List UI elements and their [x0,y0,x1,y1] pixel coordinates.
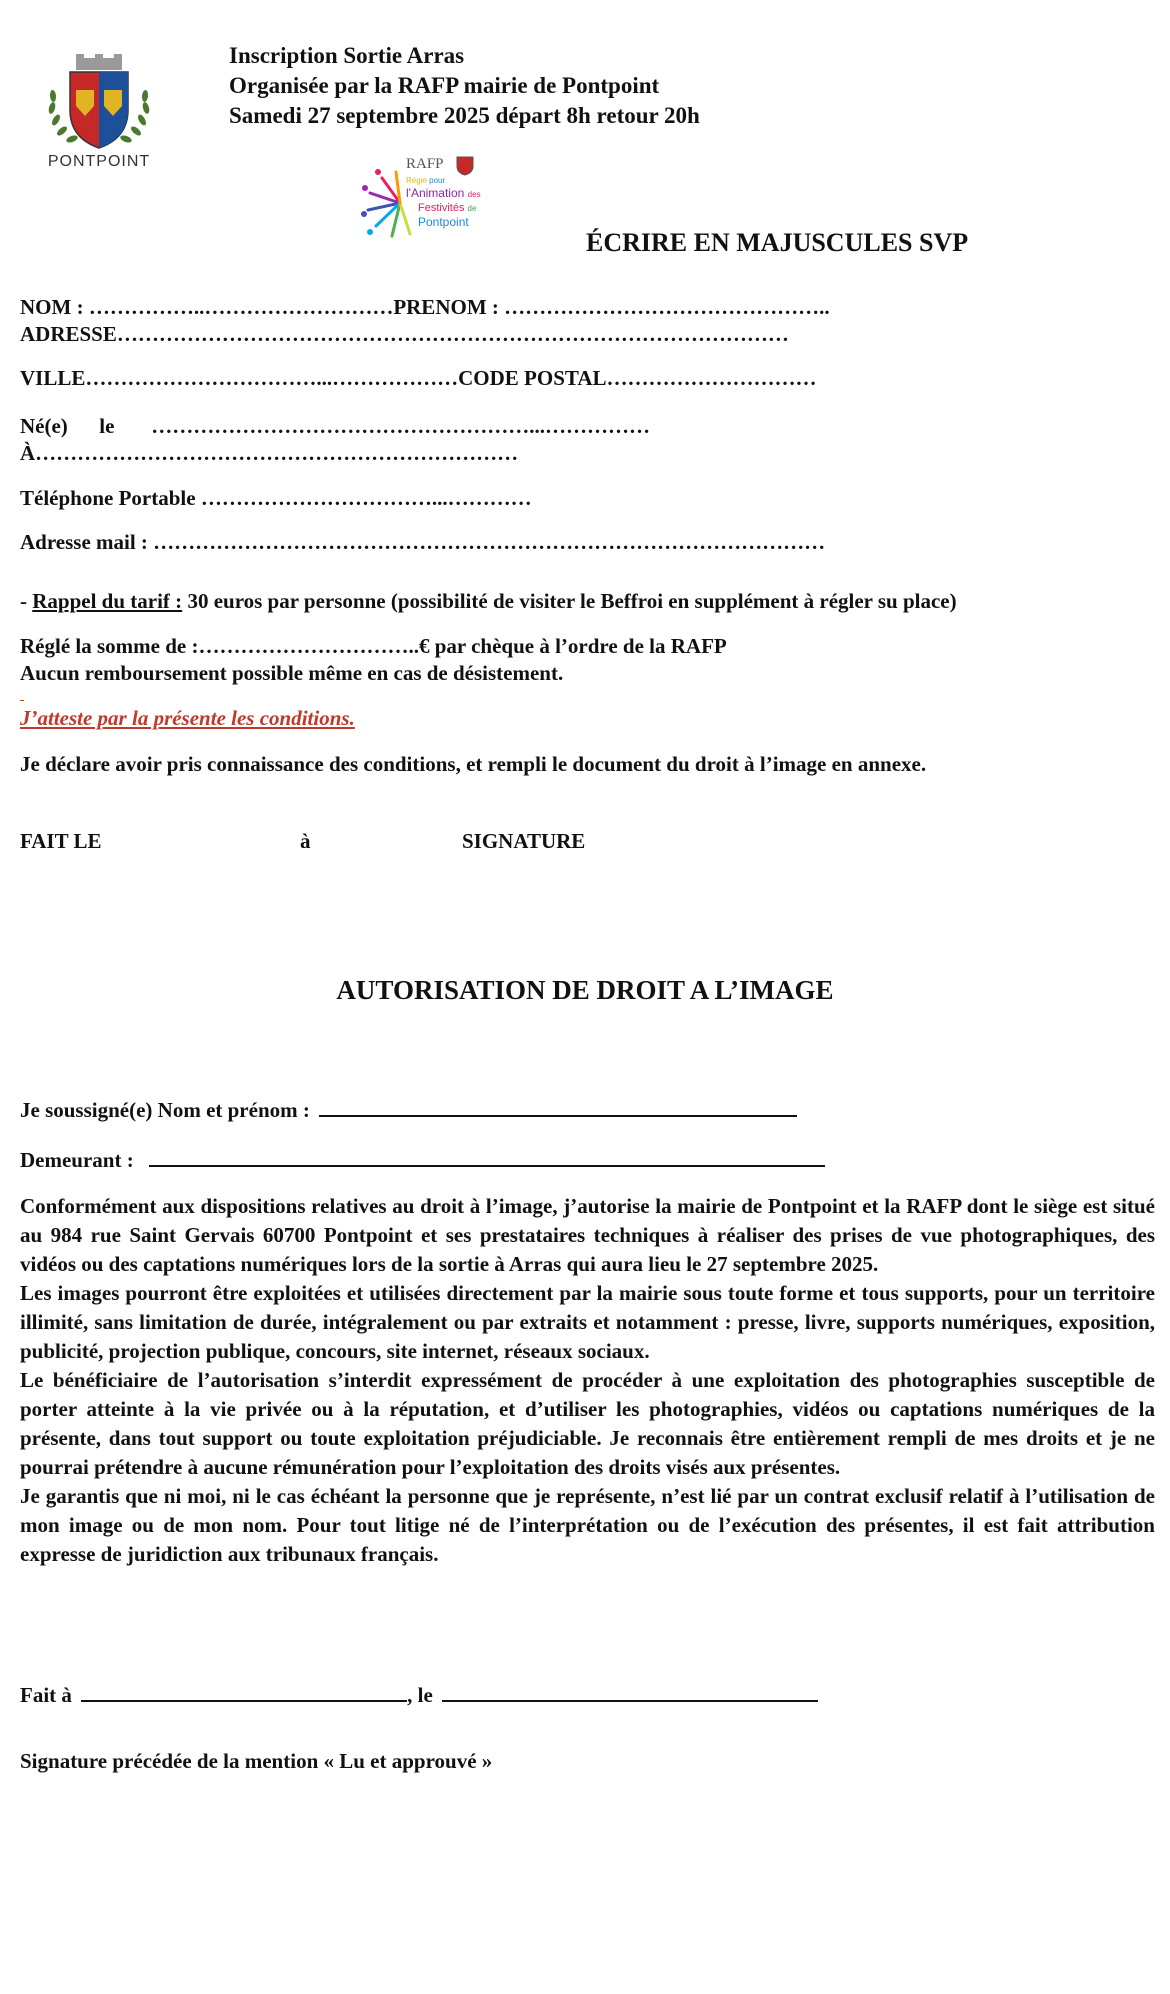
rafp-word-des: des [467,190,481,199]
rafp-word-pontpoint: Pontpoint [418,215,469,229]
rafp-word-festivites: Festivités [418,202,465,214]
soussigne-row [20,1093,797,1125]
fait-le-label: FAIT LE [20,829,102,853]
tarif-label: Rappel du tarif : [32,589,183,613]
signature-label: SIGNATURE [462,829,586,853]
adresse-field[interactable]: ADRESSE…………………………………………………………………………………… [20,322,789,346]
soussigne-label: Je soussigné(e) Nom et prénom : [20,1098,310,1122]
header-title: Inscription Sortie Arras [229,43,465,68]
paragraph-usage: Les images pourront être exploitées et utilisées directement par la mairie sous toute forme et tous supports, pour un territoire illimité, sans limitation de durée, intégralement ou par extraits et notamment : presse, livre, supports numériques, exposition, publicité, projection publique, concours, site internet, réseaux sociaux. [20,1281,1155,1363]
nom-prenom-field[interactable]: NOM : ……………..………………………PRENOM : ……………………………………….. [20,295,830,319]
demeurant-input-line[interactable] [149,1143,825,1167]
birth-date-field[interactable]: Né(e) le ………………………………………………...…………… [20,414,650,438]
logo-pontpoint-label: PONTPOINT [47,153,151,170]
le-input-line[interactable] [442,1678,818,1702]
fait-a-label: Fait à [20,1683,72,1707]
header-organizer: Organisée par la RAFP mairie de Pontpoint [229,73,660,98]
instruction-heading: ÉCRIRE EN MAJUSCULES SVP [586,228,969,257]
fait-a-row [20,1678,818,1710]
tarif-prefix: - [20,589,33,613]
rafp-word-regie: Régie [406,176,427,185]
rafp-word-pour: pour [429,176,446,185]
autorisation-title: AUTORISATION DE DROIT A L’IMAGE [336,975,834,1005]
rafp-word-de: de [467,204,477,213]
tarif-text: 30 euros par personne (possibilité de visiter le Beffroi en supplément à régler su place) [182,589,957,613]
email-field[interactable]: Adresse mail : …………………………………………………………………………………… [20,530,826,554]
paragraph-restrictions: Le bénéficiaire de l’autorisation s’interdit expressément de procéder à une exploitation des photographies susceptible de porter atteinte à la vie privée ou à la réputation, et d’utiliser les photographies, vidéos ou captations numériques de la présente, dans tout support ou toute exploitation préjudiciable. Je reconnais être entièrement rempli de mes droits et je ne pourrai prétendre à aucune rémunération pour l’exploitation des droits visés aux présentes. [20,1368,1155,1479]
attestation-statement: J’atteste par la présente les conditions. [20,706,355,730]
no-refund-note: Aucun remboursement possible même en cas de désistement. [20,661,564,685]
birth-place-field[interactable]: À…………………………………………………………… [20,441,519,465]
pontpoint-logo [36,50,162,174]
signature-mention: Signature précédée de la mention « Lu et approuvé » [20,1749,493,1773]
rafp-logo [360,152,494,242]
telephone-field[interactable]: Téléphone Portable ……………………………...………… [20,486,532,510]
soussigne-input-line[interactable] [319,1093,797,1117]
le-label: , le [407,1683,433,1707]
tarif-line [20,587,957,616]
paragraph-guarantee: Je garantis que ni moi, ni le cas échéant la personne que je représente, n’est lié par un contrat exclusif relatif à l’utilisation de mon image ou de mon nom. Pour tout litige né de l’interprétation ou de l’exécution des présentes, il est fait attribution expresse de juridiction aux tribunaux français. [20,1484,1155,1566]
rafp-word-animation: l'Animation [406,186,465,200]
ville-codepostal-field[interactable]: VILLE……………………………...………………CODE POSTAL………………………… [20,366,817,390]
attestation-marker [20,700,24,701]
payment-field[interactable]: Réglé la somme de :…………………………..€ par chèque à l’ordre de la RAFP [20,634,727,658]
rafp-acronym: RAFP [406,156,444,172]
paragraph-consent: Conformément aux dispositions relatives au droit à l’image, j’autorise la mairie de Pontpoint et la RAFP dont le siège est situé au 984 rue Saint Gervais 60700 Pontpoint et ses prestataires techniques à réaliser des prises de vue photographiques, des vidéos ou des captations numériques lors de la sortie à Arras qui aura lieu le 27 septembre 2025. [20,1194,1155,1276]
autorisation-text [20,1192,1155,1569]
header-block [229,41,700,131]
demeurant-label: Demeurant : [20,1148,134,1172]
declaration-statement: Je déclare avoir pris connaissance des conditions, et rempli le document du droit à l’image en annexe. [20,752,927,776]
a-label: à [300,829,311,853]
fait-a-input-line[interactable] [81,1678,407,1702]
header-date: Samedi 27 septembre 2025 départ 8h retour 20h [229,103,700,128]
shield-icon [456,156,474,176]
demeurant-row [20,1143,825,1175]
